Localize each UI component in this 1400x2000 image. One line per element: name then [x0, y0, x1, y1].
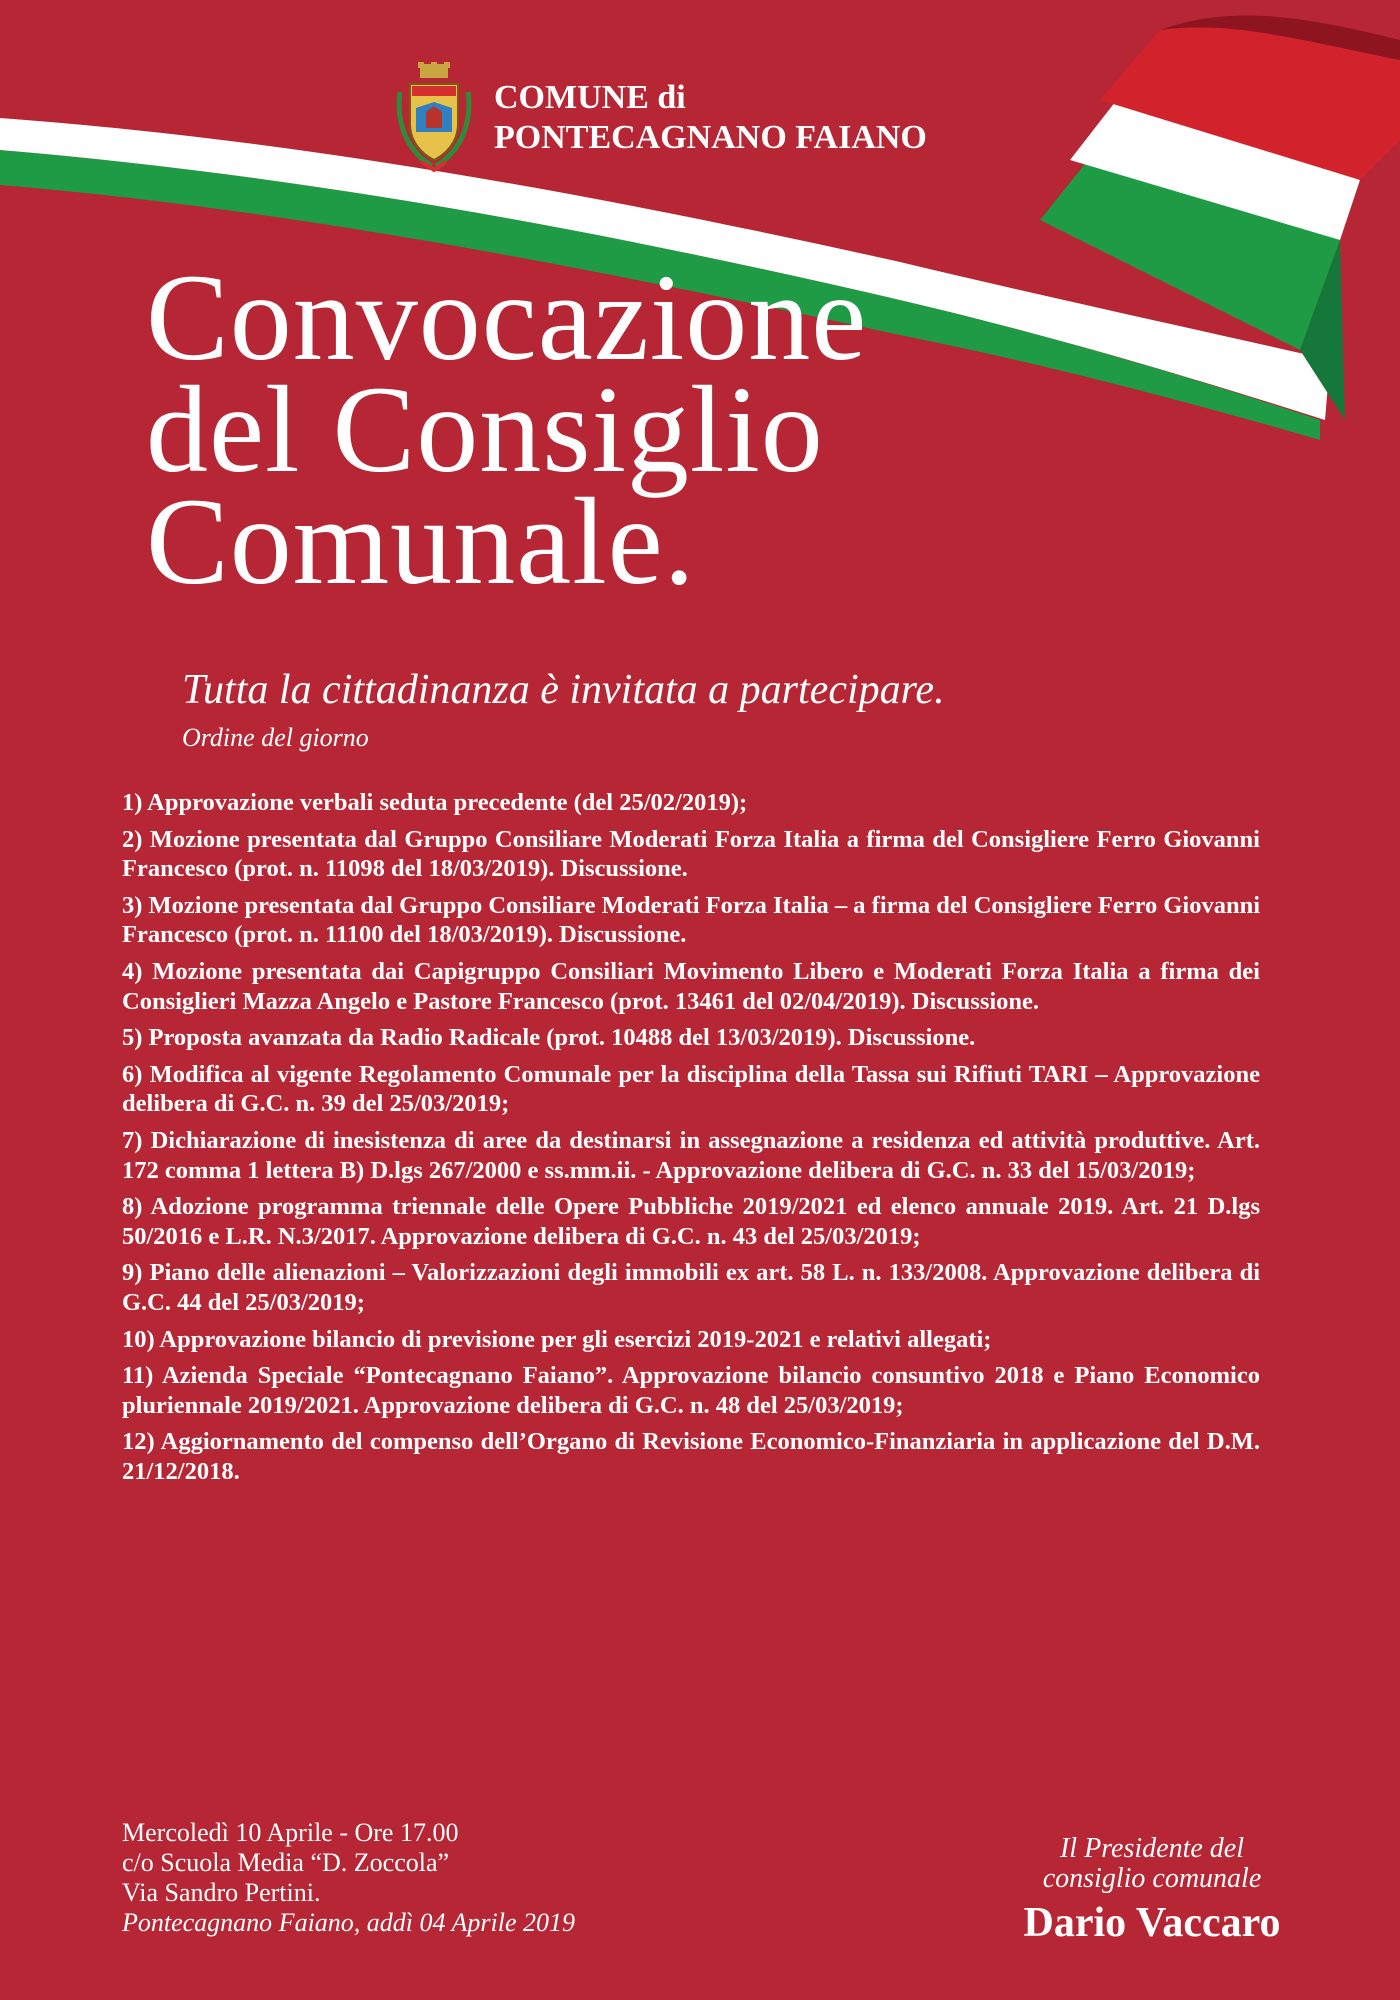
agenda-item: 7) Dichiarazione di inesistenza di aree da destinarsi in assegnazione a residenza ed attività produttive. Art. 172 comma 1 lettera B) D.lgs 267/2000 e ss.mm.ii. - Approvazione delibera di G.C. n. 33 del 15/03/2019; — [122, 1126, 1260, 1184]
title-line1: Convocazione — [146, 249, 868, 386]
header-line2: PONTECAGNANO FAIANO — [494, 119, 927, 156]
municipality-header — [392, 62, 927, 174]
agenda-label: Ordine del giorno — [182, 723, 369, 752]
agenda-item: 8) Adozione programma triennale delle Opere Pubbliche 2019/2021 ed elenco annuale 2019. Art. 21 D.lgs 50/2016 e L.R. N.3/2017. Approvazione delibera di G.C. n. 43 del 25/03/2019; — [122, 1193, 1260, 1250]
president-signature — [992, 1834, 1312, 1948]
agenda-item: 2) Mozione presentata dal Gruppo Consiliare Moderati Forza Italia a firma del Consigliere Ferro Giovanni Francesco (prot. n. 11098 del 18/03/2019). Discussione. — [122, 825, 1260, 883]
agenda-item: 5) Proposta avanzata da Radio Radicale (prot. 10488 del 13/03/2019). Discussione. — [122, 1024, 976, 1052]
president-title-line1: Il Presidente del — [1059, 1833, 1244, 1864]
meeting-details — [122, 1818, 575, 1938]
place-date: Pontecagnano Faiano, addì 04 Aprile 2019 — [122, 1908, 576, 1937]
agenda-item: 6) Modifica al vigente Regolamento Comunale per la disciplina della Tassa sui Rifiuti TARI – Approvazione delibera di G.C. n. 39 del 25/03/2019; — [122, 1060, 1260, 1118]
agenda-item: 4) Mozione presentata dai Capigruppo Consiliari Movimento Libero e Moderati Forza Italia a firma dei Consiglieri Mazza Angelo e Pastore Francesco (prot. 13461 del 02/04/2019). Discussione. — [122, 957, 1260, 1015]
president-title-line2: consiglio comunale — [1042, 1863, 1262, 1894]
agenda-item: 9) Piano delle alienazioni – Valorizzazioni degli immobili ex art. 58 L. n. 133/2008. Approvazione delibera di G.C. 44 del 25/03/2019; — [122, 1259, 1260, 1316]
page-title — [146, 249, 868, 610]
agenda-item: 11) Azienda Speciale “Pontecagnano Faiano”. Approvazione bilancio consuntivo 2018 e Piano Economico pluriennale 2019/2021. Approvazione delibera di G.C. n. 48 del 25/03/2019; — [122, 1362, 1260, 1419]
agenda-item: 12) Aggiornamento del compenso dell’Organo di Revisione Economico-Finanziaria in applicazione del D.M. 21/12/2018. — [122, 1428, 1260, 1485]
agenda-item: 10) Approvazione bilancio di previsione per gli esercizi 2019-2021 e relativi allegati; — [122, 1325, 992, 1353]
agenda-list — [122, 788, 1260, 1493]
meeting-address: Via Sandro Pertini. — [122, 1878, 321, 1907]
coat-of-arms-icon — [392, 62, 476, 174]
meeting-date-time: Mercoledì 10 Aprile - Ore 17.00 — [122, 1818, 459, 1847]
president-name: Dario Vaccaro — [1023, 1900, 1281, 1946]
agenda-item: 1) Approvazione verbali seduta precedente (del 25/02/2019); — [122, 789, 748, 816]
subtitle: Tutta la cittadinanza è invitata a partecipare. — [182, 667, 945, 713]
header-line1: COMUNE di — [494, 79, 686, 116]
agenda-item: 3) Mozione presentata dal Gruppo Consiliare Moderati Forza Italia – a firma del Consigliere Ferro Giovanni Francesco (prot. n. 11100 del 18/03/2019). Discussione. — [122, 891, 1261, 949]
title-line2: del Consiglio — [146, 361, 824, 498]
title-line3: Comunale. — [146, 473, 696, 610]
meeting-venue: c/o Scuola Media “D. Zoccola” — [122, 1848, 450, 1877]
